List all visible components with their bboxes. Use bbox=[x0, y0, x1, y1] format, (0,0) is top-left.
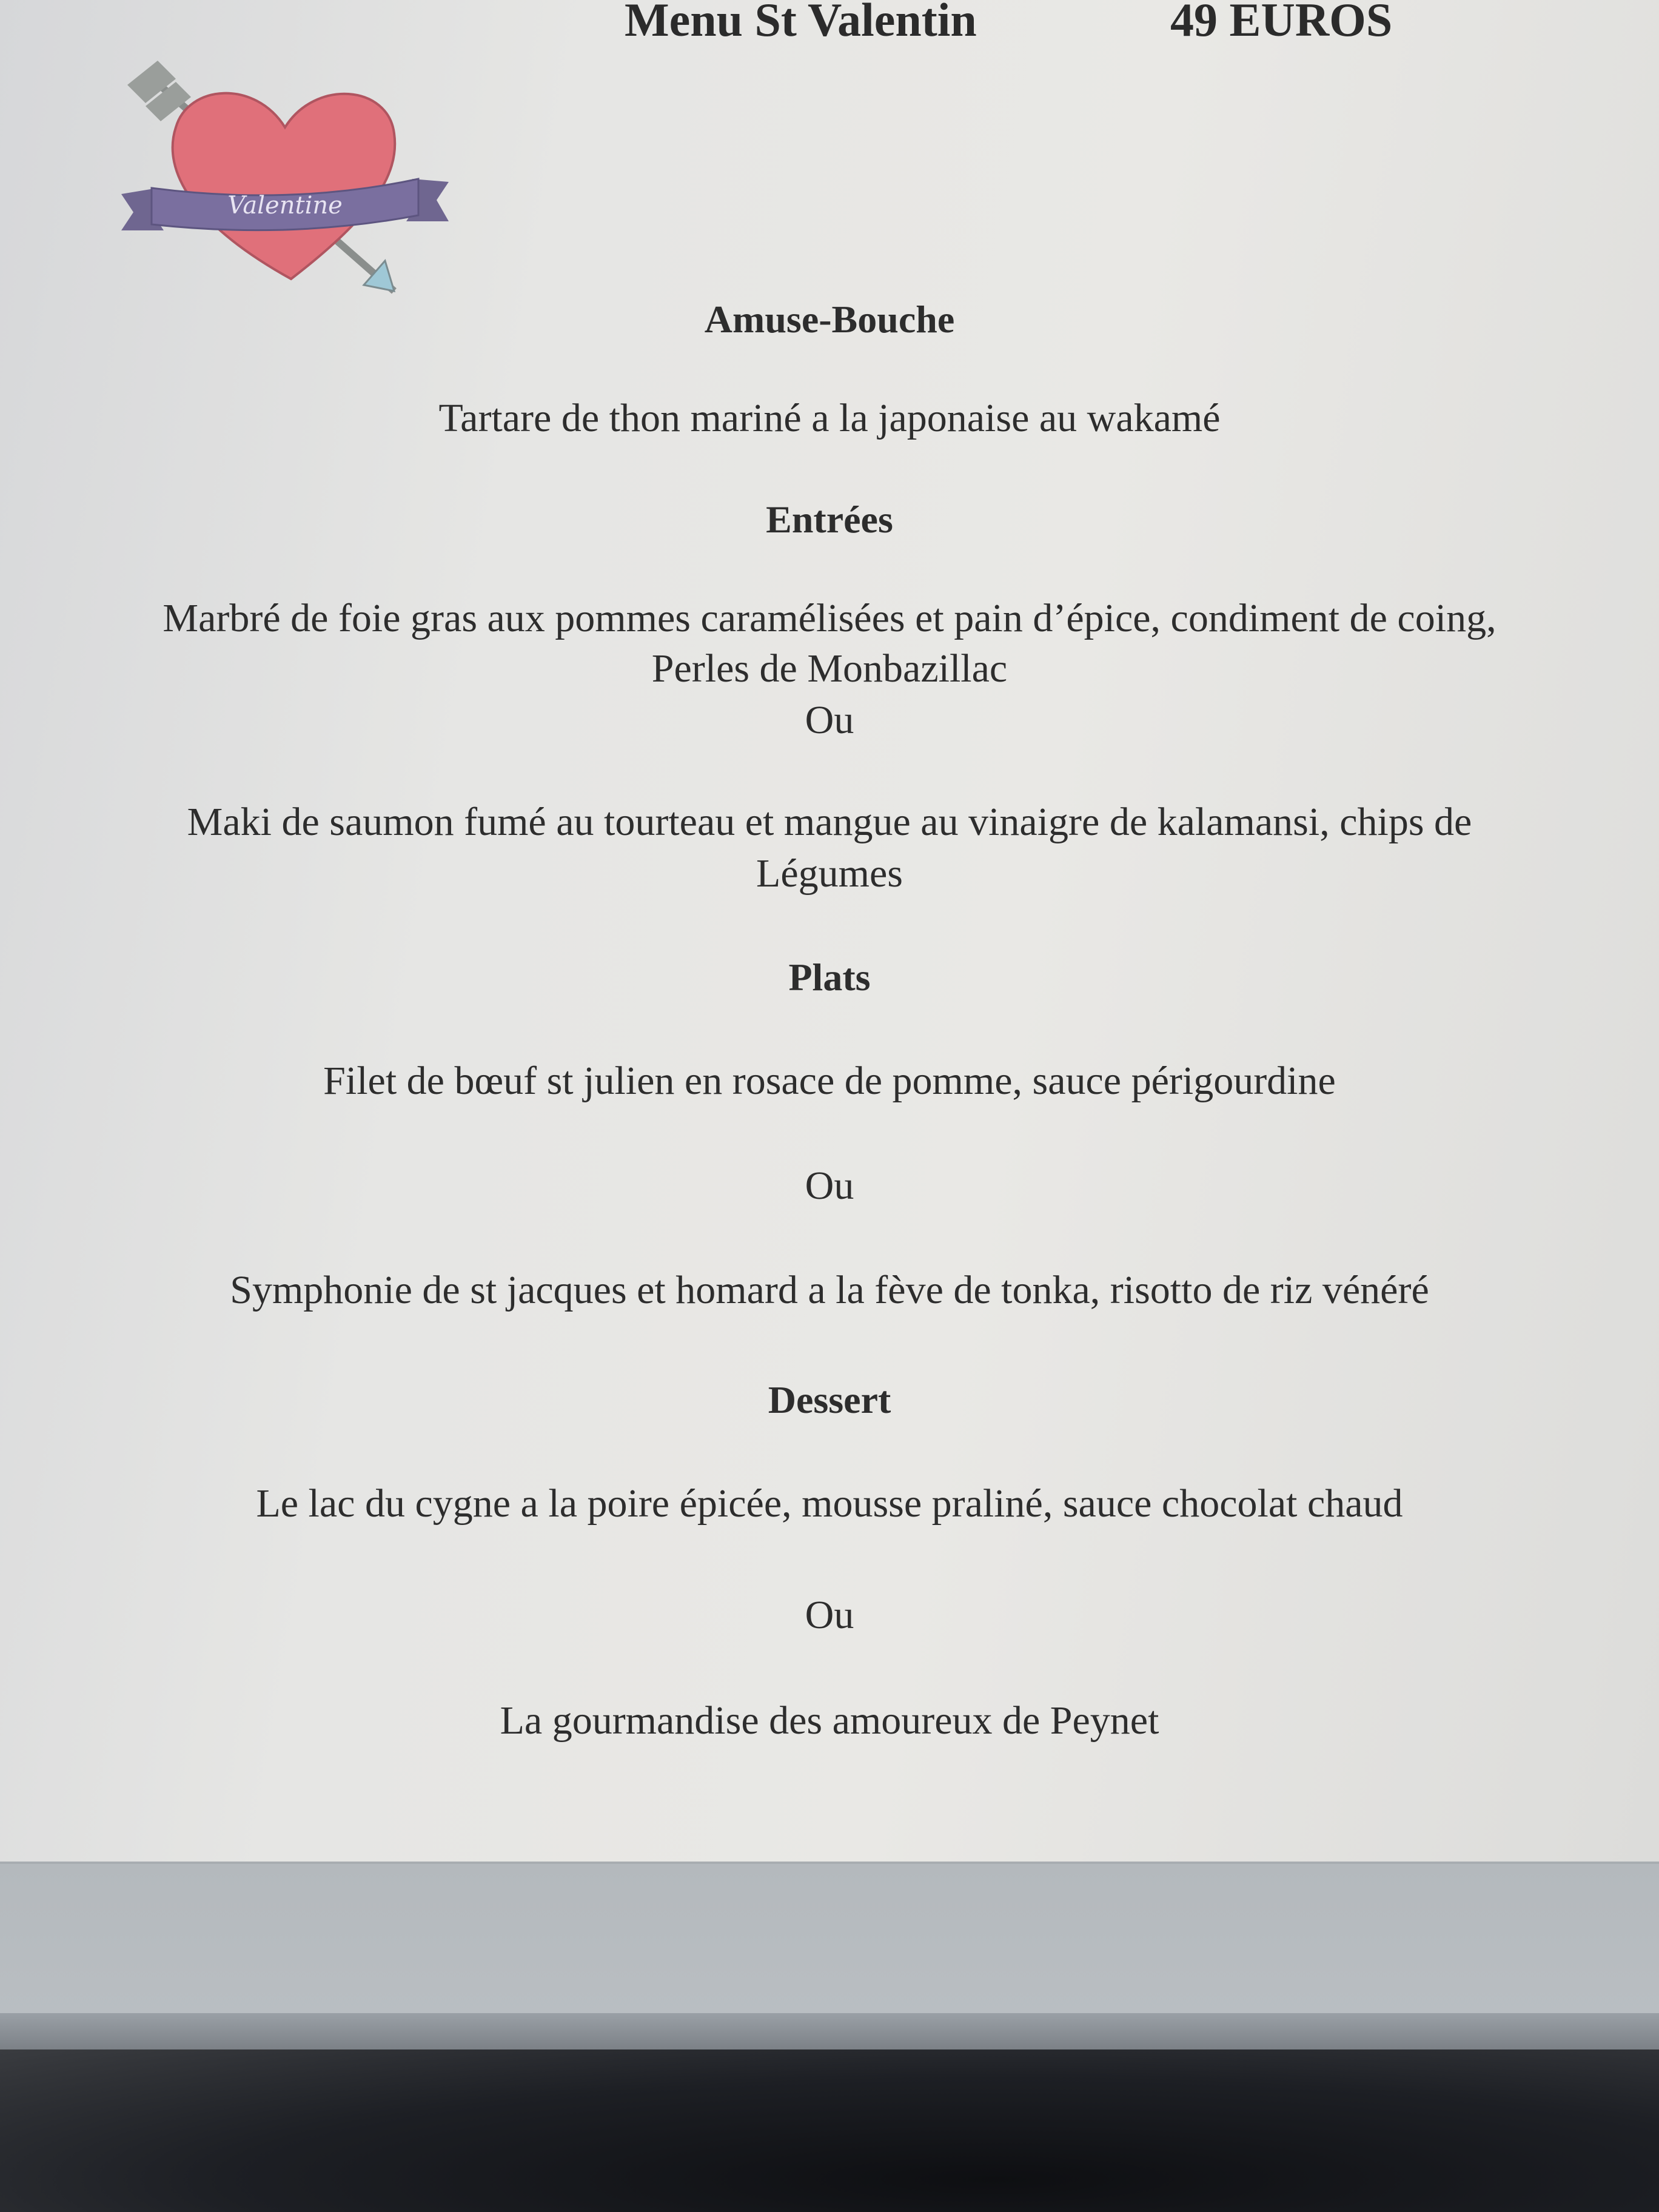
menu-item-amuse-bouche: Tartare de thon mariné a la japonaise au wakamé bbox=[438, 396, 1221, 440]
section-heading-dessert: Dessert bbox=[768, 1378, 891, 1421]
heart-shape bbox=[173, 93, 395, 279]
menu-item-dessert-2: La gourmandise des amoureux de Peynet bbox=[500, 1698, 1159, 1743]
ribbon-text: Valentine bbox=[227, 192, 343, 220]
menu-item-entree-1-line-2: Perles de Monbazillac bbox=[651, 646, 1008, 691]
separator-ou-dessert: Ou bbox=[805, 1593, 854, 1637]
menu-item-entree-1-line-1: Marbré de foie gras aux pommes caramélisées et pain d’épice, condiment de coing, bbox=[163, 596, 1496, 640]
menu-item-entree-2-line-1: Maki de saumon fumé au tourteau et mangue au vinaigre de kalamansi, chips de bbox=[187, 800, 1472, 844]
under-sheet bbox=[0, 1862, 1659, 2016]
section-heading-plats: Plats bbox=[788, 956, 871, 999]
valentine-heart-logo bbox=[109, 49, 461, 309]
menu-item-plat-2: Symphonie de st jacques et homard a la fève de tonka, risotto de riz vénéré bbox=[230, 1268, 1429, 1312]
menu-title: Menu St Valentin bbox=[625, 0, 977, 46]
section-heading-entrees: Entrées bbox=[766, 498, 893, 541]
menu-item-dessert-1: Le lac du cygne a la poire épicée, mousse praliné, sauce chocolat chaud bbox=[256, 1481, 1403, 1526]
arrow-fletching bbox=[127, 61, 191, 121]
separator-ou-entrees: Ou bbox=[805, 698, 854, 742]
section-heading-amuse-bouche: Amuse-Bouche bbox=[704, 298, 955, 341]
menu-price: 49 EUROS bbox=[1170, 0, 1393, 46]
dark-background bbox=[0, 2049, 1659, 2212]
separator-ou-plats: Ou bbox=[805, 1164, 854, 1208]
table-edge bbox=[0, 2013, 1659, 2049]
menu-header bbox=[0, 0, 1659, 47]
menu-item-plat-1: Filet de bœuf st julien en rosace de pomme, sauce périgourdine bbox=[323, 1059, 1336, 1103]
menu-item-entree-2-line-2: Légumes bbox=[756, 851, 903, 896]
